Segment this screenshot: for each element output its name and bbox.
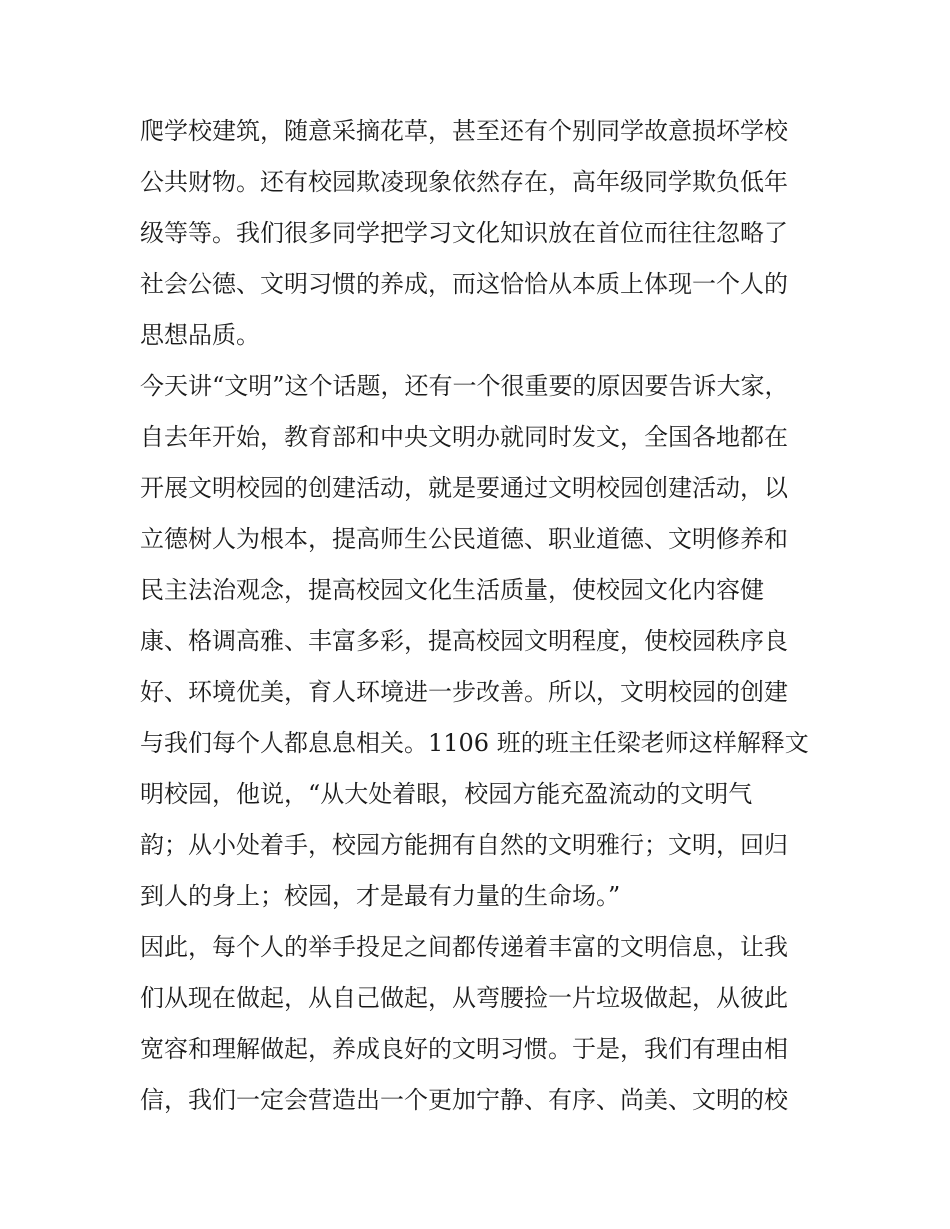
text-line: 开展文明校园的创建活动，就是要通过文明校园创建活动，以 xyxy=(140,474,788,502)
text-line: 公共财物。还有校园欺凌现象依然存在，高年级同学欺负低年 xyxy=(140,168,788,196)
text-line: 与我们每个人都息息相关。1106 班的班主任梁老师这样解释文 xyxy=(140,729,809,757)
text-line: 信，我们一定会营造出一个更加宁静、有序、尚美、文明的校 xyxy=(140,1086,788,1114)
text-line: 自去年开始，教育部和中央文明办就同时发文，全国各地都在 xyxy=(140,423,788,451)
text-line: 民主法治观念，提高校园文化生活质量，使校园文化内容健 xyxy=(140,576,764,604)
body-text xyxy=(140,106,820,1126)
text-line: 社会公德、文明习惯的养成，而这恰恰从本质上体现一个人的 xyxy=(140,270,788,298)
text-line: 韵；从小处着手，校园方能拥有自然的文明雅行；文明，回归 xyxy=(140,831,788,859)
text-line: 明校园，他说，“从大处着眼，校园方能充盈流动的文明气 xyxy=(140,780,753,808)
text-line: 到人的身上；校园，才是最有力量的生命场。” xyxy=(140,882,621,910)
text-line: 好、环境优美，育人环境进一步改善。所以，文明校园的创建 xyxy=(140,678,788,706)
text-line: 思想品质。 xyxy=(140,321,260,349)
text-line: 们从现在做起，从自己做起，从弯腰捡一片垃圾做起，从彼此 xyxy=(140,984,788,1012)
text-line: 康、格调高雅、丰富多彩，提高校园文明程度，使校园秩序良 xyxy=(140,627,788,655)
text-line: 爬学校建筑，随意采摘花草，甚至还有个别同学故意损坏学校 xyxy=(140,117,788,145)
text-line: 立德树人为根本，提高师生公民道德、职业道德、文明修养和 xyxy=(140,525,788,553)
text-line: 宽容和理解做起，养成良好的文明习惯。于是，我们有理由相 xyxy=(140,1035,788,1063)
text-line: 今天讲“文明”这个话题，还有一个很重要的原因要告诉大家， xyxy=(140,372,789,400)
text-line: 因此，每个人的举手投足之间都传递着丰富的文明信息，让我 xyxy=(140,933,788,961)
text-line: 级等等。我们很多同学把学习文化知识放在首位而往往忽略了 xyxy=(140,219,788,247)
